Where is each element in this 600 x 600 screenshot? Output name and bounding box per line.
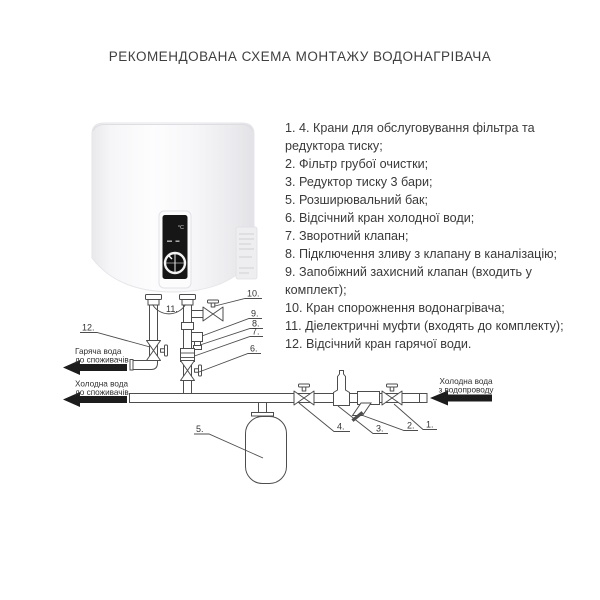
- legend-line: 8. Підключення зливу з клапану в каналізацію;: [285, 247, 558, 261]
- safety-valve-drain-spout: [195, 342, 201, 346]
- safety-valve-body: [192, 333, 203, 342]
- dielectric-coupling-cold: [180, 295, 196, 300]
- hot-out-label-line2: до споживачів: [75, 355, 129, 365]
- hot-out-label-line1: Гаряча вода: [75, 347, 122, 356]
- riser-coupling: [182, 323, 194, 330]
- callout-4: 4.: [337, 421, 345, 432]
- legend-line: 5. Розширювальний бак;: [285, 193, 428, 207]
- callout-10: 10.: [247, 288, 260, 299]
- cold-in-label-line2: з водопроводу: [438, 385, 494, 395]
- drain-branch-pipe: [192, 311, 204, 318]
- legend-line: 7. Зворотний клапан;: [285, 229, 409, 243]
- rating-label-sticker: [236, 227, 257, 279]
- cold-out-label-line1: Холодна вода: [75, 379, 129, 389]
- legend-line: 2. Фільтр грубої очистки;: [285, 157, 429, 171]
- legend-line: 1. 4. Крани для обслуговування фільтра та: [285, 121, 535, 135]
- control-panel: [159, 211, 191, 288]
- legend-line: 12. Відсічний кран гарячої води.: [285, 337, 472, 351]
- dielectric-coupling-hot: [146, 295, 162, 300]
- callout-8: 8.: [252, 318, 260, 329]
- legend-line: 6. Відсічний кран холодної води;: [285, 211, 475, 225]
- temperature-unit-label: °C: [177, 225, 184, 231]
- cold-out-label-line2: до споживачів: [75, 388, 129, 397]
- display-dash: [167, 241, 172, 242]
- pressure-reducer: [334, 371, 350, 406]
- expansion-tank: [246, 403, 287, 484]
- callout-7: 7.: [252, 326, 260, 337]
- callout-1: 1.: [426, 419, 434, 430]
- callout-9: 9.: [251, 308, 259, 319]
- water-heater: [92, 123, 257, 292]
- callout-12: 12.: [82, 322, 95, 333]
- callout-5: 5.: [196, 424, 204, 434]
- dielectric-coupling-cold-nut: [182, 300, 193, 306]
- cold-main-end-cap: [420, 394, 428, 403]
- drain-valve-10: [203, 300, 223, 321]
- temperature-knob: [165, 253, 185, 273]
- legend-line: комплект);: [285, 283, 347, 297]
- cold-in-label-line1: Холодна вода: [439, 377, 493, 386]
- piping: [130, 295, 428, 484]
- check-valve: [181, 349, 195, 362]
- callout-6: 6.: [250, 343, 258, 354]
- callout-11: 11.: [166, 304, 178, 314]
- legend-line: редуктора тиску;: [285, 139, 383, 153]
- legend-line: 3. Редуктор тиску 3 бари;: [285, 175, 433, 189]
- callout-3: 3.: [376, 423, 384, 434]
- hot-pipe-end-cap: [130, 360, 133, 371]
- page-title: РЕКОМЕНДОВАНА СХЕМА МОНТАЖУ ВОДОНАГРІВАЧА: [108, 49, 492, 64]
- legend-line: 10. Кран спорожнення водонагрівача;: [285, 301, 505, 315]
- dielectric-coupling-hot-nut: [148, 300, 159, 306]
- display-dash: [176, 241, 180, 242]
- legend-line: 11. Діелектричні муфти (входять до комплекту);: [285, 319, 564, 333]
- legend-line: 9. Запобіжний захисний клапан (входить у: [285, 265, 532, 279]
- callout-2: 2.: [407, 420, 415, 431]
